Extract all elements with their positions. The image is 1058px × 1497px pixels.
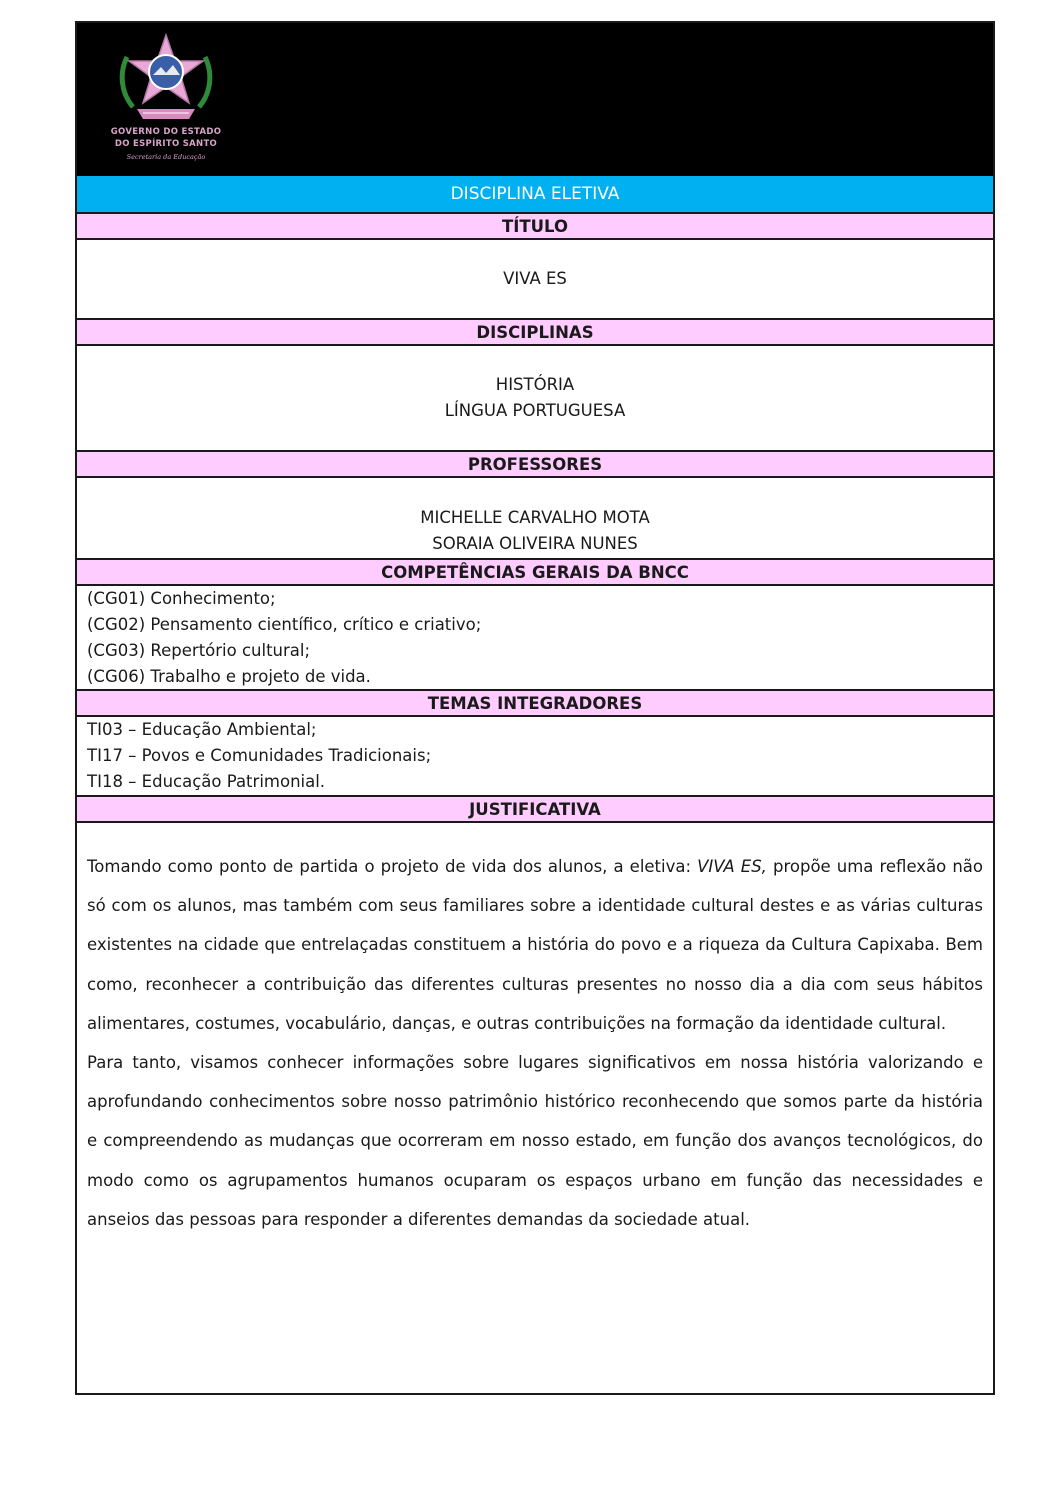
justificativa-text: Tomando como ponto de partida o projeto de vida dos alunos, a eletiva:: [87, 857, 698, 876]
logo-text-line3: Secretaria da Educação: [126, 153, 206, 161]
heading-justificativa: JUSTIFICATIVA: [77, 795, 993, 823]
titulo-section: [77, 240, 993, 318]
heading-disciplinas: DISCIPLINAS: [77, 318, 993, 346]
tema-item: TI17 – Povos e Comunidades Tradicionais;: [87, 746, 432, 765]
justificativa-paragraph-2: Para tanto, visamos conhecer informações sobre lugares significativos em nossa história valorizando e aprofundando conhecimentos sobre nosso patrimônio histórico reconhecendo que somos parte da história e compreendendo as mudanças que ocorreram em nosso estado, em função dos avanços tecnológicos, do modo como os agrupamentos humanos ocuparam os espaços urbano em função das necessidades e anseios das pessoas para responder a diferentes demandas da sociedade atual.: [87, 1053, 983, 1229]
heading-professores: PROFESSORES: [77, 450, 993, 478]
titulo-value: VIVA ES: [503, 269, 567, 288]
banner-disciplina-eletiva: DISCIPLINA ELETIVA: [77, 176, 993, 214]
justificativa-paragraph-1: [87, 847, 983, 1043]
disciplinas-section: [77, 346, 993, 450]
heading-competencias: COMPETÊNCIAS GERAIS DA BNCC: [77, 558, 993, 586]
competencia-item: (CG02) Pensamento científico, crítico e criativo;: [87, 615, 482, 634]
professores-section: [77, 478, 993, 558]
competencias-section: [77, 586, 993, 690]
disciplina-item: HISTÓRIA: [495, 375, 575, 394]
justificativa-section: [77, 823, 993, 1239]
professor-item: MICHELLE CARVALHO MOTA: [420, 508, 650, 527]
tema-item: TI18 – Educação Patrimonial.: [87, 772, 326, 791]
competencia-item: (CG03) Repertório cultural;: [87, 641, 311, 660]
logo-text-line1: GOVERNO DO ESTADO: [110, 127, 222, 137]
heading-titulo: TÍTULO: [77, 212, 993, 240]
competencia-item: (CG01) Conhecimento;: [87, 589, 276, 608]
logo-text-line2: DO ESPÍRITO SANTO: [114, 139, 218, 149]
form-sheet: [75, 21, 995, 1395]
heading-temas: TEMAS INTEGRADORES: [77, 689, 993, 717]
professor-item: SORAIA OLIVEIRA NUNES: [432, 534, 638, 553]
state-logo: [103, 29, 229, 171]
disciplina-item: LÍNGUA PORTUGUESA: [444, 401, 626, 420]
coat-of-arms-icon: [103, 29, 229, 125]
justificativa-italic-title: VIVA ES,: [697, 857, 767, 876]
competencia-item: (CG06) Trabalho e projeto de vida.: [87, 667, 371, 686]
temas-section: [77, 717, 993, 795]
justificativa-text: propõe uma reflexão não só com os alunos, mas também com seus familiares sobre a identidade cultural destes e as várias culturas existentes na cidade que entrelaçadas constituem a história do povo e a riqueza da Cultura Capixaba. Bem como, reconhecer a contribuição das diferentes culturas presentes no nosso dia a dia com seus hábitos alimentares, costumes, vocabulário, danças, e outras contribuições na formação da identidade cultural.: [87, 857, 984, 1033]
header-band: [77, 23, 993, 176]
tema-item: TI03 – Educação Ambiental;: [87, 720, 317, 739]
